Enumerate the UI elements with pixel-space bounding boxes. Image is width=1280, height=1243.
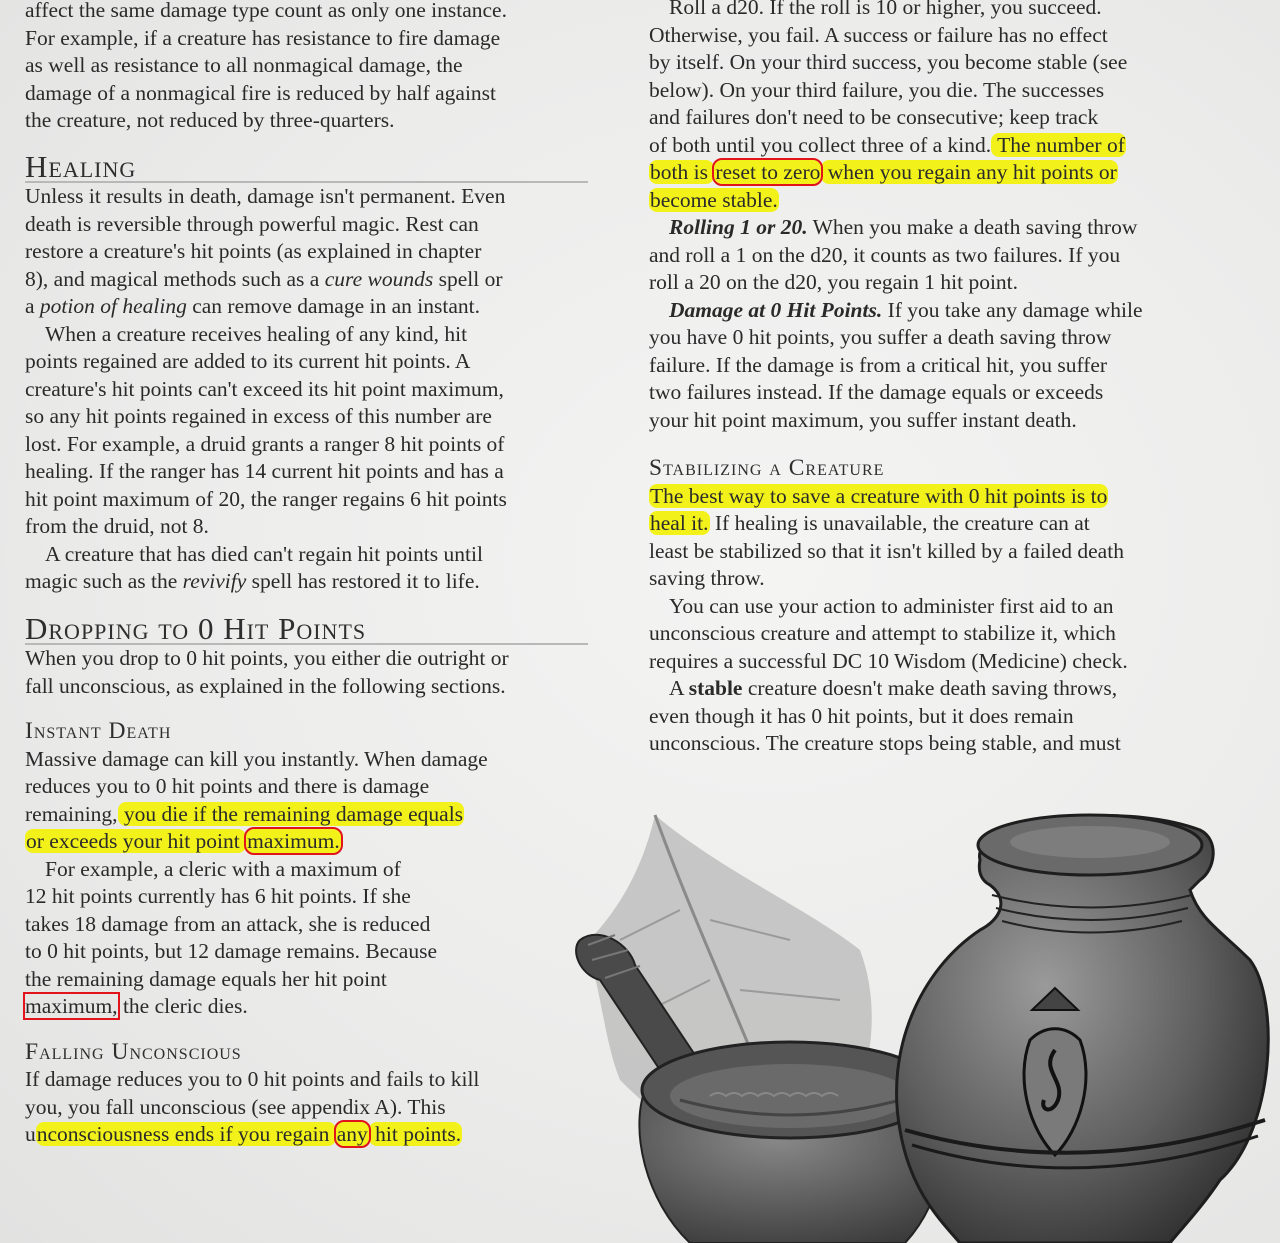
text-line: by itself. On your third success, you become stable (see: [649, 50, 1128, 74]
text-line: [649, 214, 1229, 242]
heading-instant-death: Instant Death: [25, 718, 172, 744]
text-line: requires a successful DC 10 Wisdom (Medicine) check.: [649, 648, 1128, 673]
heading-falling-unconscious: Falling Unconscious: [25, 1038, 242, 1065]
text-line: failure. If the damage is from a critical hit, you suffer: [649, 352, 1108, 377]
intro-paragraph: [25, 0, 595, 135]
text-line: saving throw.: [649, 566, 765, 590]
text-line: damage of a nonmagical fire is reduced by half against: [25, 80, 497, 105]
text-line: [25, 801, 595, 829]
text-line: you, you fall unconscious (see appendix A). This: [25, 1094, 446, 1119]
stabilizing-paragraph-3: [649, 675, 1229, 758]
text-line: For example, if a creature has resistance to fire damage: [25, 25, 501, 50]
highlighted-text: heal it.: [650, 511, 709, 535]
illustration: [560, 800, 1280, 1243]
text-line: [649, 297, 1229, 325]
text-line: [25, 993, 595, 1021]
text-run: A: [669, 676, 689, 700]
text-line: A creature that has died can't regain hit points until: [45, 541, 483, 566]
highlighted-text: nconsciousness ends if you regain: [36, 1122, 335, 1146]
highlighted-text: when you regain any hit points or: [822, 160, 1117, 184]
text-line: your hit point maximum, you suffer instant death.: [649, 407, 1077, 432]
text-run: 8), and magical methods such as a: [25, 266, 325, 291]
potion-jar-icon: [897, 815, 1269, 1243]
instant-death-paragraph: [25, 746, 595, 856]
instant-death-example: [25, 856, 595, 1021]
healing-paragraph-1: [25, 183, 595, 321]
text-run: remaining,: [25, 801, 118, 826]
boxed-word: maximum,: [25, 994, 118, 1018]
left-column: [25, 0, 595, 1149]
spell-name: cure wounds: [324, 266, 434, 291]
text-line: [649, 510, 1229, 538]
text-run: When you make a death saving throw: [807, 215, 1138, 239]
text-line: the remaining damage equals her hit point: [25, 966, 387, 991]
heading-dropping-to-0: Dropping to 0 Hit Points: [25, 615, 588, 646]
bold-term: stable: [688, 676, 743, 700]
boxed-word: any: [336, 1122, 368, 1146]
text-run: can remove damage in an instant.: [186, 294, 480, 318]
text-line: as well as resistance to all nonmagical damage, the: [25, 53, 463, 77]
text-line: Otherwise, you fail. A success or failure has no effect: [649, 22, 1108, 47]
text-line: reduces you to 0 hit points and there is damage: [25, 774, 430, 798]
text-run: spell has restored it to life.: [246, 569, 480, 593]
boxed-word: maximum.: [247, 829, 340, 853]
rolling-paragraph: [649, 214, 1229, 297]
dropping-paragraph: [25, 645, 595, 700]
text-line: affect the same damage type count as only one instance.: [25, 0, 507, 22]
text-line: restore a creature's hit points (as explained in chapter: [25, 239, 482, 263]
falling-paragraph: [25, 1066, 595, 1149]
text-line: [649, 159, 1229, 187]
text-line: If damage reduces you to 0 hit points and fails to kill: [25, 1067, 480, 1091]
text-line: lost. For example, a druid grants a ranger 8 hit points of: [25, 431, 505, 456]
text-line: you have 0 hit points, you suffer a death saving throw: [649, 325, 1112, 349]
boxed-word: reset to zero: [715, 160, 821, 184]
text-line: death is reversible through powerful magic. Rest can: [25, 211, 479, 236]
text-line: least be stabilized so that it isn't killed by a failed death: [649, 538, 1124, 563]
text-line: creature's hit points can't exceed its hit point maximum,: [25, 376, 504, 401]
healing-paragraph-3: [25, 541, 595, 596]
text-line: and failures don't need to be consecutive; keep track: [649, 105, 1099, 129]
text-run: spell or: [433, 266, 503, 291]
text-line: [649, 132, 1229, 160]
stabilizing-paragraph-2: [649, 593, 1229, 676]
text-line: and roll a 1 on the d20, it counts as two failures. If you: [649, 242, 1121, 267]
text-line: [25, 828, 595, 856]
text-line: so any hit points regained in excess of this number are: [25, 404, 492, 428]
spell-name: revivify: [182, 569, 247, 593]
text-line: For example, a cleric with a maximum of: [45, 856, 401, 881]
right-column: [649, 0, 1229, 758]
text-line: from the druid, not 8.: [25, 514, 209, 538]
text-line: 12 hit points currently has 6 hit points. If she: [25, 884, 411, 908]
text-line: Roll a d20. If the roll is 10 or higher, you succeed.: [669, 0, 1102, 19]
text-line: even though it has 0 hit points, but it does remain: [649, 703, 1074, 728]
highlighted-text: or exceeds your hit point: [26, 829, 246, 853]
text-run: If healing is unavailable, the creature can at: [709, 511, 1090, 535]
text-line: [649, 187, 1229, 215]
highlighted-text: become stable.: [650, 187, 778, 212]
text-run: a: [25, 294, 40, 318]
text-line: takes 18 damage from an attack, she is reduced: [25, 911, 431, 936]
text-line: healing. If the ranger has 14 current hit points and has a: [25, 459, 504, 483]
heading-healing: Healing: [25, 153, 588, 184]
text-line: Unless it results in death, damage isn't permanent. Even: [25, 184, 506, 208]
text-line: roll a 20 on the d20, you regain 1 hit point.: [649, 270, 1019, 294]
healing-paragraph-2: [25, 321, 595, 541]
item-name: potion of healing: [39, 294, 187, 318]
text-line: two failures instead. If the damage equals or exceeds: [649, 380, 1104, 404]
text-line: hit point maximum of 20, the ranger regains 6 hit points: [25, 486, 507, 511]
text-line: [25, 1121, 595, 1149]
text-line: unconscious creature and attempt to stabilize it, which: [649, 621, 1116, 645]
stabilizing-paragraph-1: [649, 483, 1229, 593]
lead-in: Damage at 0 Hit Points.: [669, 297, 883, 322]
text-run: of both until you collect three of a kind.: [649, 132, 992, 157]
text-line: Massive damage can kill you instantly. When damage: [25, 746, 488, 771]
text-line: You can use your action to administer first aid to an: [669, 593, 1114, 618]
highlighted-text: hit points.: [369, 1122, 462, 1146]
text-line: to 0 hit points, but 12 damage remains. Because: [25, 939, 437, 963]
highlighted-text: both is: [650, 160, 714, 184]
text-line: fall unconscious, as explained in the following sections.: [25, 673, 506, 698]
text-run: If you take any damage while: [882, 297, 1143, 322]
text-run: creature doesn't make death saving throws,: [742, 676, 1118, 700]
text-line: [649, 483, 1229, 511]
text-line: unconscious. The creature stops being stable, and must: [649, 731, 1121, 755]
text-line: [25, 293, 595, 321]
text-line: below). On your third failure, you die. The successes: [649, 77, 1105, 102]
highlighted-text: you die if the remaining damage equals: [118, 801, 464, 826]
highlighted-text: The best way to save a creature with 0 hit points is to: [650, 483, 1108, 508]
text-run: u: [25, 1122, 36, 1146]
lead-in: Rolling 1 or 20.: [669, 215, 808, 239]
text-run: magic such as the: [25, 569, 183, 593]
text-run: the cleric dies.: [117, 994, 248, 1018]
highlighted-text: The number of: [992, 132, 1125, 157]
damage-at-0-paragraph: [649, 297, 1229, 435]
text-line: [25, 266, 595, 294]
text-line: [649, 675, 1229, 703]
text-line: [25, 568, 595, 596]
text-line: points regained are added to its current hit points. A: [25, 349, 471, 373]
heading-stabilizing: Stabilizing a Creature: [649, 455, 885, 481]
death-saves-paragraph: [649, 0, 1229, 214]
text-line: the creature, not reduced by three-quarters.: [25, 108, 395, 132]
text-line: When you drop to 0 hit points, you either die outright or: [25, 646, 509, 670]
text-line: When a creature receives healing of any kind, hit: [45, 321, 468, 346]
